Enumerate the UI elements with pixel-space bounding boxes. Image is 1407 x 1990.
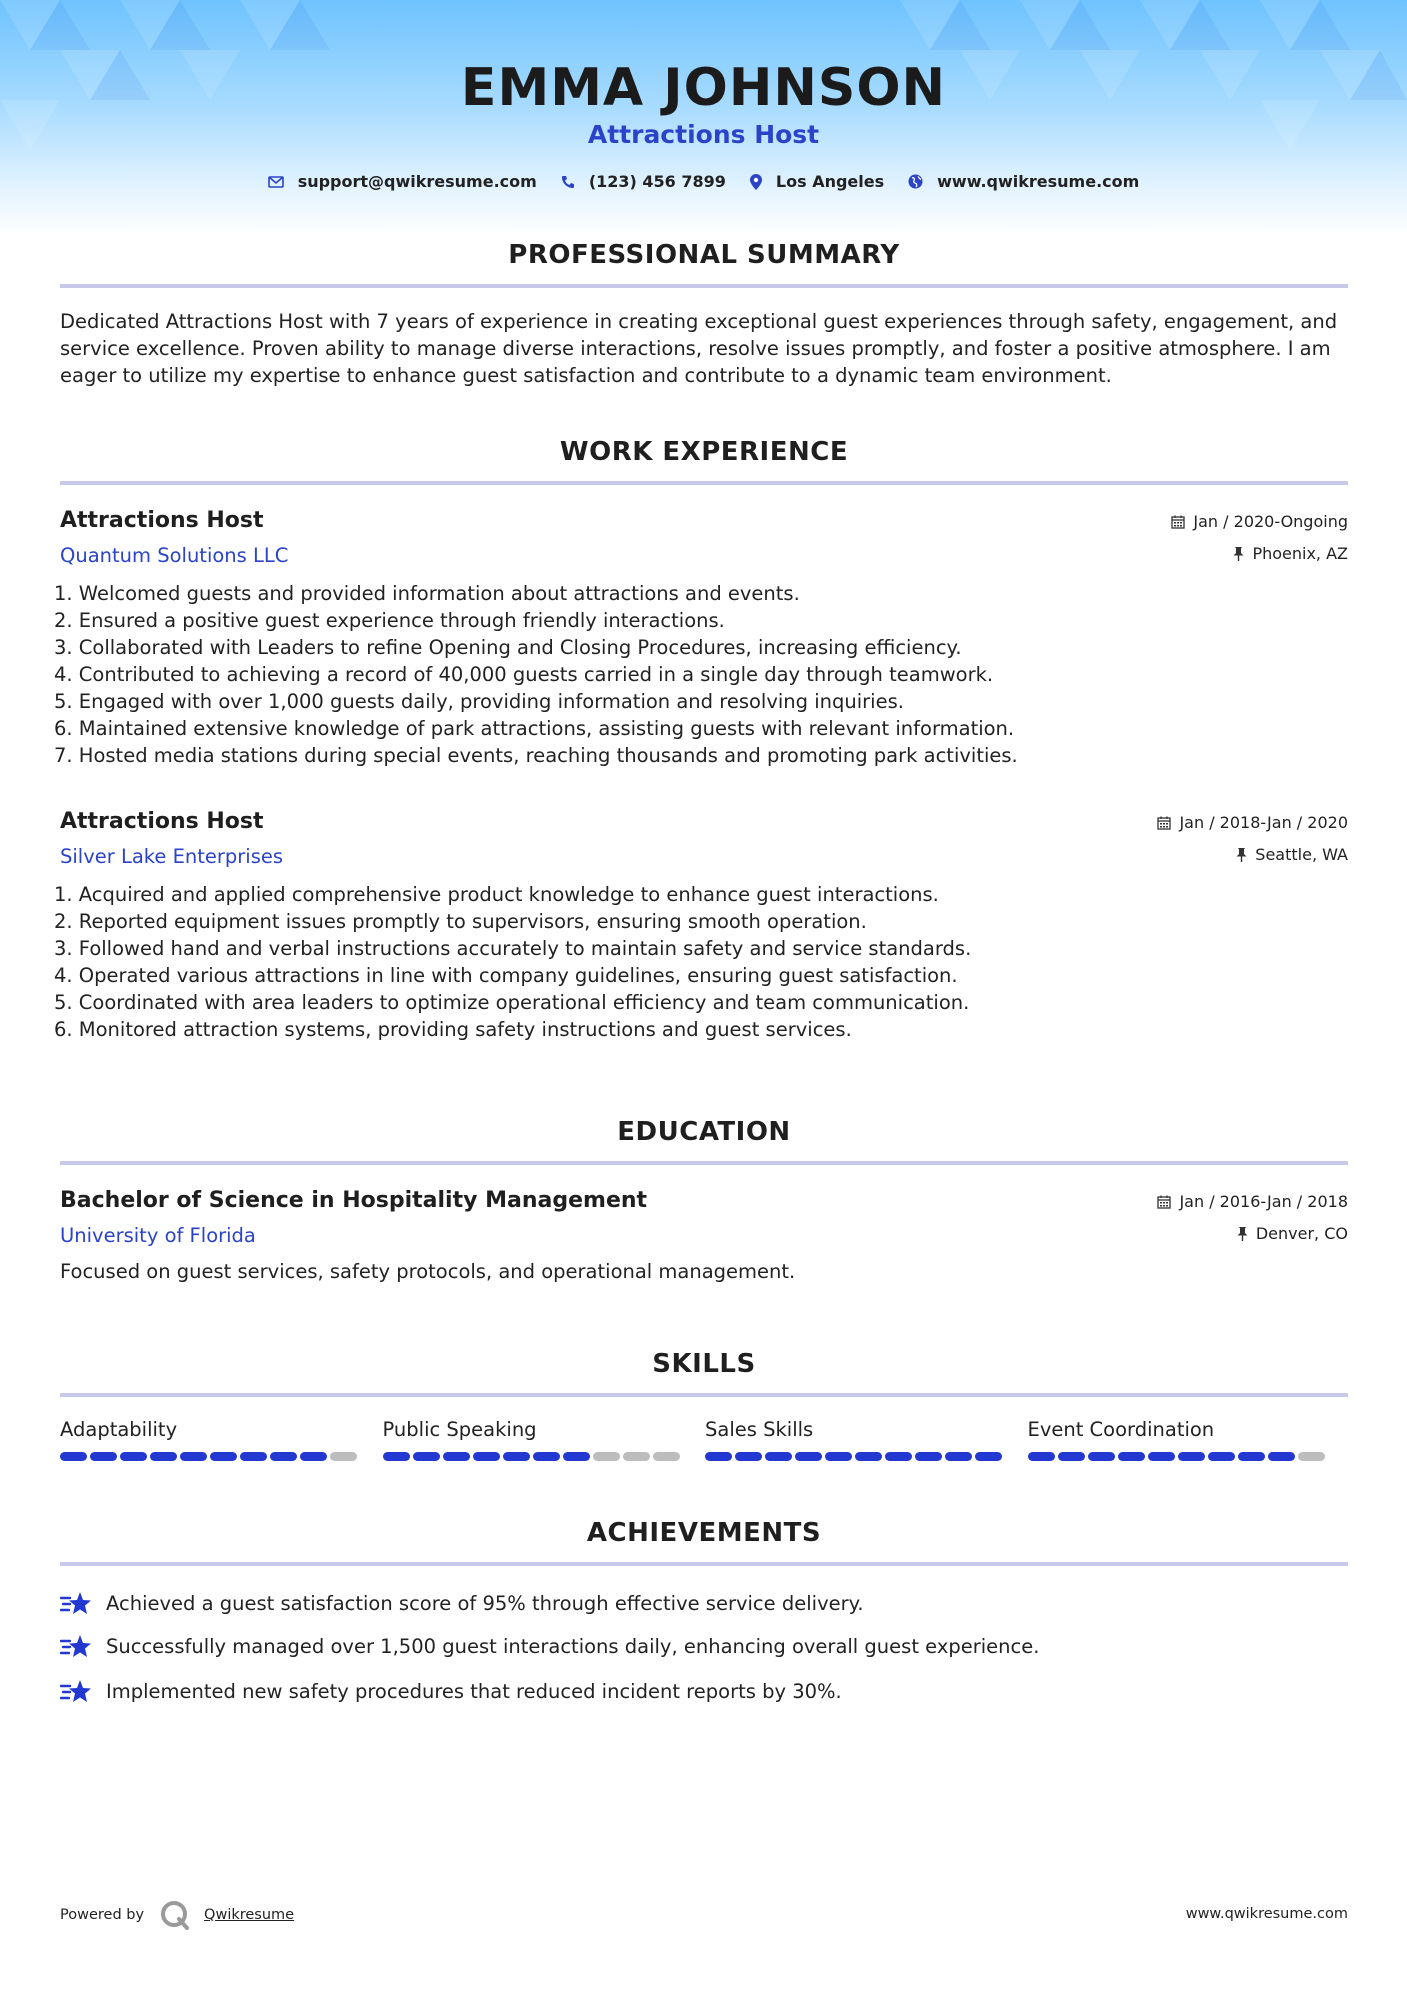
list-item: 7. Hosted media stations during special events, reaching thousands and promoting park activities.	[54, 744, 1018, 767]
skill-rating-segment	[765, 1452, 792, 1461]
job-company: Silver Lake Enterprises	[60, 845, 284, 868]
skill-rating-segment	[915, 1452, 942, 1461]
job-date	[1171, 512, 1348, 531]
skill-rating-segment	[885, 1452, 912, 1461]
list-item: 4. Contributed to achieving a record of 40,000 guests carried in a single day through teamwork.	[54, 663, 994, 686]
skill-rating-segment	[735, 1452, 762, 1461]
contact-row	[0, 172, 1407, 191]
skill-rating-segment	[533, 1452, 560, 1461]
achievement-text: Achieved a guest satisfaction score of 95% through effective service delivery.	[106, 1591, 864, 1615]
list-item: 1. Welcomed guests and provided information about attractions and events.	[54, 582, 800, 605]
list-item: 4. Operated various attractions in line with company guidelines, ensuring guest satisfaction.	[54, 964, 958, 987]
job-date-text: Jan / 2018-Jan / 2020	[1179, 813, 1348, 832]
list-item: 6. Maintained extensive knowledge of park attractions, assisting guests with relevant information.	[54, 717, 1015, 740]
footer-brand-link[interactable]: Qwikresume	[204, 1907, 295, 1923]
skill-rating-bar	[705, 1452, 1028, 1461]
education-date	[1157, 1192, 1348, 1211]
section-divider	[60, 481, 1348, 485]
skill-rating-segment	[1238, 1452, 1265, 1461]
skill-name: Event Coordination	[1027, 1418, 1215, 1441]
achievement-text: Successfully managed over 1,500 guest interactions daily, enhancing overall guest experience.	[106, 1634, 1040, 1658]
contact-location	[750, 172, 884, 191]
phone-icon	[561, 175, 575, 189]
achievement-item	[60, 1590, 864, 1616]
contact-website[interactable]	[908, 172, 1139, 191]
skill-rating-segment	[623, 1452, 650, 1461]
skill-rating-segment	[120, 1452, 147, 1461]
list-item: 6. Monitored attraction systems, providing safety instructions and guest services.	[54, 1018, 852, 1041]
skill-rating-segment	[300, 1452, 327, 1461]
list-item: 5. Coordinated with area leaders to optimize operational efficiency and team communication.	[54, 991, 970, 1014]
skill-name: Public Speaking	[382, 1418, 537, 1441]
envelope-icon	[268, 176, 284, 188]
skill-rating-segment	[240, 1452, 267, 1461]
star-icon	[60, 1678, 92, 1704]
skill-rating-segment	[795, 1452, 822, 1461]
list-item: 3. Collaborated with Leaders to refine Opening and Closing Procedures, increasing efficiency.	[54, 636, 962, 659]
skill-rating-segment	[1088, 1452, 1115, 1461]
skill-rating-segment	[1148, 1452, 1175, 1461]
list-item: 2. Ensured a positive guest experience through friendly interactions.	[54, 609, 725, 632]
section-divider	[60, 1562, 1348, 1566]
skill-rating-segment	[210, 1452, 237, 1461]
skill-rating-segment	[825, 1452, 852, 1461]
skill-rating-bar	[383, 1452, 706, 1461]
list-item: 1. Acquired and applied comprehensive product knowledge to enhance guest interactions.	[54, 883, 939, 906]
job-duties	[54, 881, 971, 1043]
job-duties	[54, 580, 1018, 769]
footer-website-link[interactable]: www.qwikresume.com	[1185, 1906, 1348, 1922]
skill-rating-segment	[270, 1452, 297, 1461]
summary-line: service excellence. Proven ability to manage diverse interactions, resolve issues promptly, and foster a positive atmosphere. I am	[60, 337, 1331, 360]
globe-icon	[908, 174, 923, 189]
skill-rating-segment	[1268, 1452, 1295, 1461]
contact-location-text: Los Angeles	[775, 172, 885, 191]
skill-rating-segment	[443, 1452, 470, 1461]
list-item: 3. Followed hand and verbal instructions accurately to maintain safety and service standards.	[54, 937, 972, 960]
powered-by-label: Powered by	[60, 1907, 145, 1923]
skill-rating-segment	[593, 1452, 620, 1461]
section-title-summary: PROFESSIONAL SUMMARY	[508, 240, 900, 270]
achievement-item	[60, 1678, 842, 1704]
skill-item	[1028, 1418, 1351, 1461]
list-item: 5. Engaged with over 1,000 guests daily, providing information and resolving inquiries.	[54, 690, 904, 713]
skill-rating-segment	[975, 1452, 1002, 1461]
star-icon	[60, 1633, 92, 1659]
achievement-item	[60, 1633, 1039, 1659]
skill-item	[705, 1418, 1028, 1461]
skill-rating-segment	[60, 1452, 87, 1461]
job-date-text: Jan / 2020-Ongoing	[1193, 512, 1348, 531]
star-icon	[60, 1590, 92, 1616]
job-role: Attractions Host	[60, 508, 264, 533]
section-divider	[60, 1393, 1348, 1397]
education-description: Focused on guest services, safety protocols, and operational management.	[60, 1260, 796, 1283]
skill-name: Sales Skills	[705, 1418, 814, 1441]
section-divider	[60, 284, 1348, 288]
job-date	[1157, 813, 1348, 832]
map-pin-icon	[750, 174, 762, 190]
education-degree: Bachelor of Science in Hospitality Management	[60, 1188, 648, 1213]
skill-rating-segment	[945, 1452, 972, 1461]
skills-list	[60, 1418, 1350, 1461]
skill-rating-segment	[563, 1452, 590, 1461]
footer-powered-by	[60, 1900, 294, 1930]
job-location	[1233, 544, 1348, 563]
skill-rating-bar	[60, 1452, 383, 1461]
job-location-text: Phoenix, AZ	[1252, 544, 1348, 563]
skill-rating-bar	[1028, 1452, 1351, 1461]
contact-phone[interactable]	[561, 172, 726, 191]
education-location	[1237, 1224, 1348, 1243]
contact-website-text: www.qwikresume.com	[937, 172, 1140, 191]
education-school: University of Florida	[60, 1224, 256, 1247]
education-date-text: Jan / 2016-Jan / 2018	[1179, 1192, 1348, 1211]
candidate-title: Attractions Host	[587, 120, 820, 149]
skill-rating-segment	[705, 1452, 732, 1461]
pushpin-icon	[1237, 1227, 1248, 1241]
skill-rating-segment	[330, 1452, 357, 1461]
calendar-icon	[1157, 1195, 1171, 1209]
skill-rating-segment	[473, 1452, 500, 1461]
pushpin-icon	[1236, 848, 1247, 862]
skill-rating-segment	[1298, 1452, 1325, 1461]
job-role: Attractions Host	[60, 809, 264, 834]
section-divider	[60, 1161, 1348, 1165]
job-location-text: Seattle, WA	[1255, 845, 1348, 864]
summary-line: eager to utilize my expertise to enhance guest satisfaction and contribute to a dynamic team environment.	[60, 364, 1112, 387]
summary-line: Dedicated Attractions Host with 7 years of experience in creating exceptional guest experiences through safety, engagement, and	[60, 310, 1338, 333]
skill-rating-segment	[1208, 1452, 1235, 1461]
contact-email[interactable]	[268, 172, 537, 191]
section-title-skills: SKILLS	[652, 1349, 756, 1379]
section-title-achievements: ACHIEVEMENTS	[586, 1518, 822, 1548]
skill-rating-segment	[503, 1452, 530, 1461]
skill-rating-segment	[413, 1452, 440, 1461]
education-location-text: Denver, CO	[1255, 1224, 1348, 1243]
skill-item	[383, 1418, 706, 1461]
skill-rating-segment	[1028, 1452, 1055, 1461]
job-company: Quantum Solutions LLC	[60, 544, 289, 567]
skill-item	[60, 1418, 383, 1461]
pushpin-icon	[1233, 547, 1244, 561]
candidate-name: EMMA JOHNSON	[460, 58, 947, 118]
skill-name: Adaptability	[60, 1418, 178, 1441]
skill-rating-segment	[180, 1452, 207, 1461]
skill-rating-segment	[653, 1452, 680, 1461]
skill-rating-segment	[383, 1452, 410, 1461]
qwikresume-logo-icon	[160, 1900, 190, 1930]
skill-rating-segment	[855, 1452, 882, 1461]
skill-rating-segment	[150, 1452, 177, 1461]
skill-rating-segment	[90, 1452, 117, 1461]
list-item: 2. Reported equipment issues promptly to supervisors, ensuring smooth operation.	[54, 910, 867, 933]
contact-phone-text: (123) 456 7899	[588, 172, 726, 191]
skill-rating-segment	[1058, 1452, 1085, 1461]
calendar-icon	[1171, 515, 1185, 529]
contact-email-text: support@qwikresume.com	[297, 172, 537, 191]
calendar-icon	[1157, 816, 1171, 830]
skill-rating-segment	[1178, 1452, 1205, 1461]
section-title-education: EDUCATION	[617, 1117, 791, 1147]
skill-rating-segment	[1118, 1452, 1145, 1461]
achievement-text: Implemented new safety procedures that reduced incident reports by 30%.	[106, 1679, 842, 1703]
summary-text	[60, 308, 1350, 389]
section-title-experience: WORK EXPERIENCE	[559, 437, 849, 467]
job-location	[1236, 845, 1348, 864]
